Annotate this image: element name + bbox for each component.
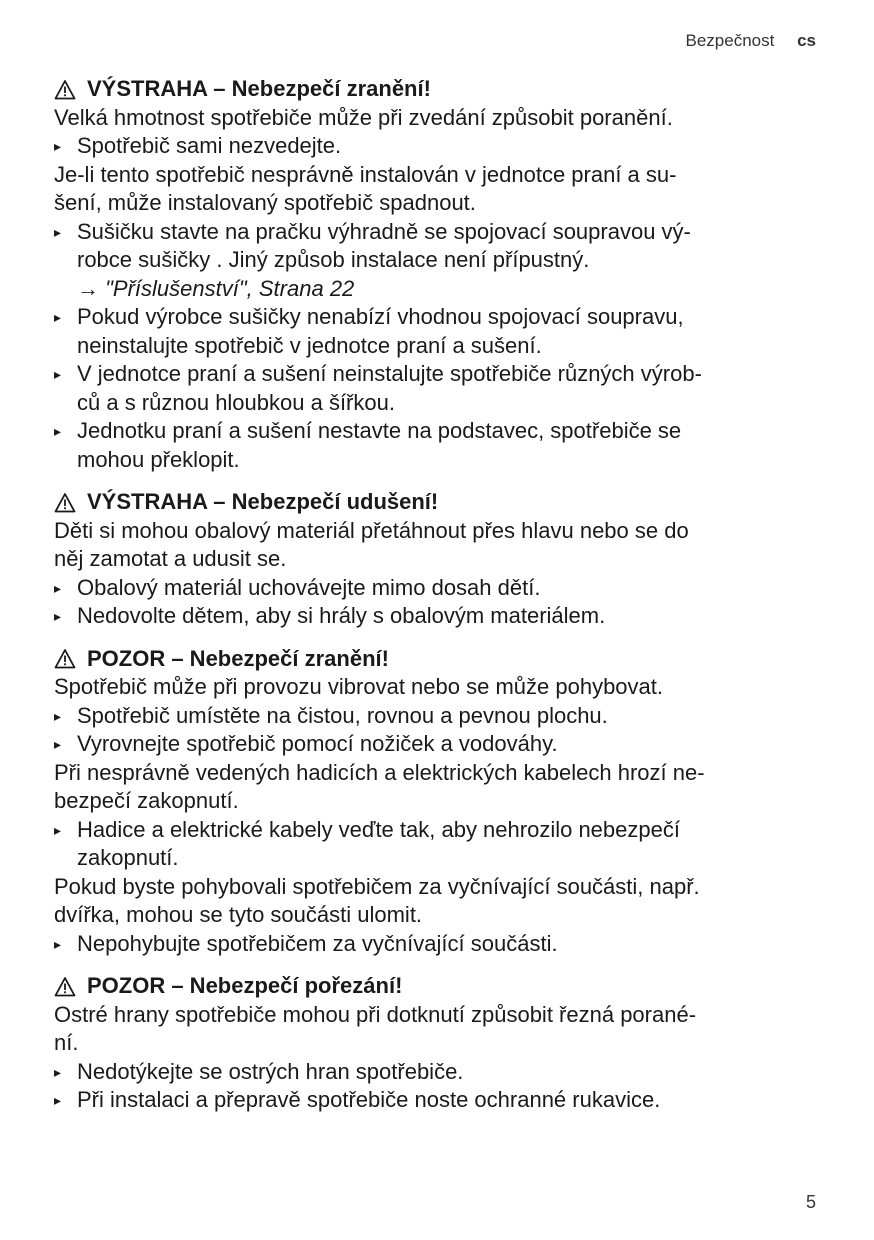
list-item: ▸ V jednotce praní a sušení neinstalujte spotřebiče různých výrob- ců a s různou hloubkou a šířkou.	[54, 360, 824, 417]
warning-triangle-icon	[54, 976, 76, 997]
list-item: ▸ Obalový materiál uchovávejte mimo dosah dětí.	[54, 574, 824, 603]
bullet-icon: ▸	[54, 423, 62, 439]
paragraph: Při nesprávně vedených hadicích a elektrických kabelech hrozí ne-	[54, 759, 705, 785]
bullet-icon: ▸	[54, 366, 62, 382]
list-item: ▸ Vyrovnejte spotřebič pomocí nožiček a vodováhy.	[54, 730, 824, 759]
bullet-icon: ▸	[54, 608, 62, 624]
page-header	[686, 31, 817, 51]
paragraph: Velká hmotnost spotřebiče může při zvedání způsobit poranění.	[54, 104, 673, 130]
paragraph: Děti si mohou obalový materiál přetáhnout přes hlavu nebo se do	[54, 517, 689, 543]
list-item: ▸ Spotřebič umístěte na čistou, rovnou a pevnou plochu.	[54, 702, 824, 731]
bullet-icon: ▸	[54, 309, 62, 325]
language-code: cs	[797, 31, 816, 50]
paragraph: dvířka, mohou se tyto součásti ulomit.	[54, 902, 423, 927]
bullet-icon: ▸	[54, 707, 62, 724]
bullet-icon: ▸	[54, 1063, 62, 1080]
bullet-icon: ▸	[54, 821, 62, 838]
warning-triangle-icon	[54, 79, 76, 100]
paragraph: Ostré hrany spotřebiče mohou při dotknutí způsobit řezná porané-	[54, 1001, 697, 1027]
bullet-icon: ▸	[54, 579, 62, 596]
warning-section-injury	[54, 75, 824, 474]
page-number: 5	[805, 1192, 816, 1212]
caution-section-injury	[54, 645, 824, 959]
list-item: ▸ Sušičku stavte na pračku výhradně se spojovací soupravou vý- robce sušičky . Jiný způsob instalace není přípustný. → "Příslušenství", Strana 22	[54, 218, 824, 304]
list-item: ▸ Pokud výrobce sušičky nenabízí vhodnou spojovací soupravu, neinstalujte spotřebič v jednotce praní a sušení.	[54, 303, 824, 360]
bullet-icon: ▸	[54, 1092, 62, 1108]
paragraph: něj zamotat a udusit se.	[54, 546, 287, 571]
bullet-icon: ▸	[54, 138, 62, 154]
list-item: ▸ Hadice a elektrické kabely veďte tak, aby nehrozilo nebezpečí zakopnutí.	[54, 816, 824, 873]
paragraph: ní.	[54, 1030, 79, 1055]
section-title: VÝSTRAHA – Nebezpečí udušení!	[54, 488, 824, 517]
chapter-title: Bezpečnost	[685, 31, 775, 50]
paragraph: šení, může instalovaný spotřebič spadnout.	[54, 190, 476, 215]
warning-triangle-icon	[54, 492, 76, 513]
list-item: ▸ Nedovolte dětem, aby si hrály s obalovým materiálem.	[54, 602, 824, 631]
section-title: POZOR – Nebezpečí pořezání!	[54, 972, 824, 1001]
list-item: ▸ Nepohybujte spotřebičem za vyčnívající součásti.	[54, 930, 824, 959]
bullet-icon: ▸	[54, 223, 62, 240]
bullet-icon: ▸	[54, 736, 62, 752]
paragraph: Je-li tento spotřebič nesprávně instalován v jednotce praní a su-	[54, 161, 677, 187]
bullet-icon: ▸	[54, 935, 62, 952]
paragraph: Pokud byste pohybovali spotřebičem za vyčnívající součásti, např.	[54, 873, 700, 899]
paragraph: Spotřebič může při provozu vibrovat nebo se může pohybovat.	[54, 674, 663, 699]
section-title: POZOR – Nebezpečí zranění!	[54, 645, 824, 674]
list-item: ▸ Spotřebič sami nezvedejte.	[54, 132, 824, 161]
cross-reference-link[interactable]: → "Příslušenství", Strana 22	[77, 275, 355, 301]
page-content	[54, 75, 824, 1129]
list-item: ▸ Při instalaci a přepravě spotřebiče noste ochranné rukavice.	[54, 1086, 824, 1115]
paragraph: bezpečí zakopnutí.	[54, 788, 239, 813]
caution-section-cuts	[54, 972, 824, 1115]
list-item: ▸ Jednotku praní a sušení nestavte na podstavec, spotřebiče se mohou překlopit.	[54, 417, 824, 474]
section-title: VÝSTRAHA – Nebezpečí zranění!	[54, 75, 824, 104]
list-item: ▸ Nedotýkejte se ostrých hran spotřebiče.	[54, 1058, 824, 1087]
warning-section-suffocation	[54, 488, 824, 631]
warning-triangle-icon	[54, 648, 76, 669]
